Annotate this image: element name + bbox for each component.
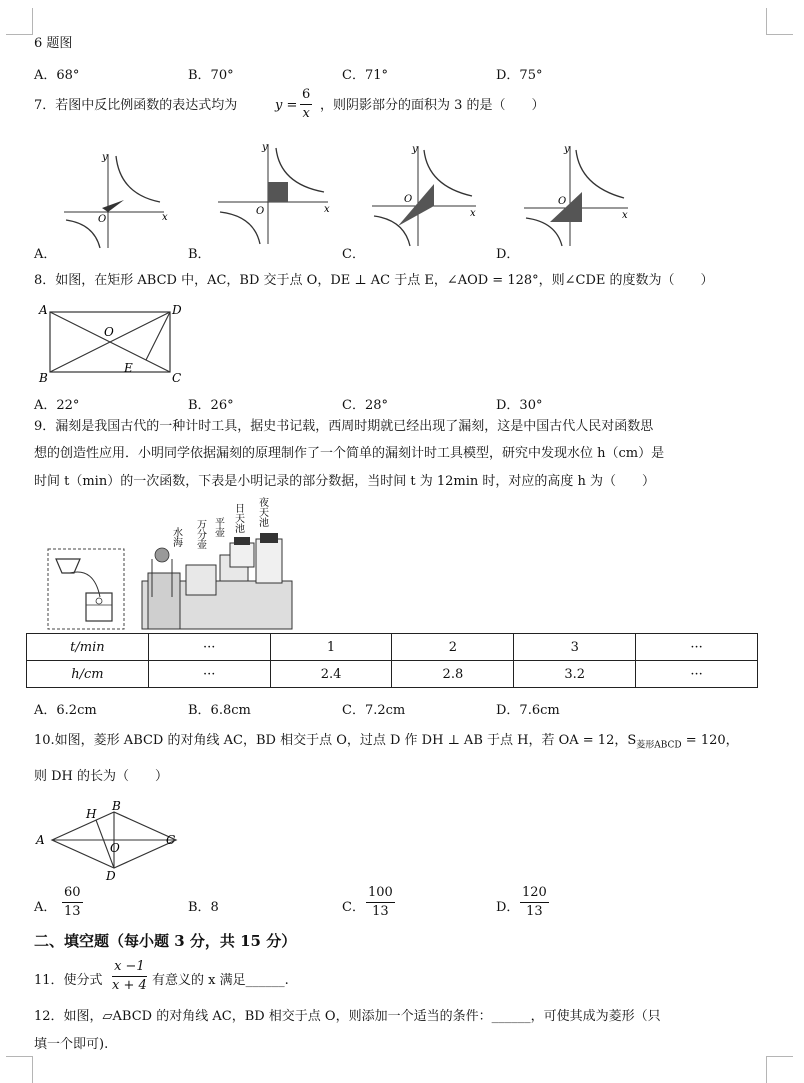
q8-option-c[interactable]: C．28° bbox=[342, 398, 388, 413]
q10-option-d-num: 120 bbox=[520, 886, 549, 903]
q10-option-a-num: 60 bbox=[62, 886, 83, 903]
q8-stem: 8．如图，在矩形 ABCD 中，AC，BD 交于点 O，DE ⊥ AC 于点 E，∠AOD = 128°，则∠CDE 的度数为（ ） bbox=[34, 273, 714, 288]
table-cell: ··· bbox=[148, 634, 270, 661]
q10-option-d-den: 13 bbox=[526, 904, 543, 920]
q9-line3: 时间 t（min）的一次函数，下表是小明记录的部分数据，当时间 t 为 12min 时，对应的高度 h 为（ ） bbox=[34, 474, 656, 489]
corner-mark-top-left bbox=[6, 8, 33, 35]
q7b-axis-y: y bbox=[262, 142, 268, 153]
q11-text-before: 11．使分式 bbox=[34, 973, 103, 988]
q9-line2: 想的创造性应用．小明同学依据漏刻的原理制作了一个简单的漏刻计时工具模型，研究中发现水位 h（cm）是 bbox=[34, 446, 665, 461]
q10-label-c: C bbox=[166, 833, 176, 847]
q9-option-d[interactable]: D．7.6cm bbox=[496, 703, 560, 718]
table-row bbox=[27, 661, 758, 688]
table-cell: 2.8 bbox=[392, 661, 514, 688]
q10-option-c-den: 13 bbox=[372, 904, 389, 920]
q11-text-after: 有意义的 x 满足______. bbox=[152, 973, 289, 988]
q8-option-b[interactable]: B．26° bbox=[188, 398, 234, 413]
q7a-axis-y: y bbox=[102, 152, 108, 163]
q7-text-after: ，则阴影部分的面积为 3 的是（ ） bbox=[320, 98, 545, 113]
q10-label-a: A bbox=[36, 833, 45, 847]
q8-rectangle-figure bbox=[36, 302, 186, 384]
q7c-origin: O bbox=[404, 194, 413, 205]
q9-water-clock-figure bbox=[34, 497, 296, 633]
q7b-origin: O bbox=[256, 206, 265, 217]
q10-label-d: D bbox=[106, 869, 116, 880]
q9-label-pinghu: 平壶 bbox=[212, 517, 224, 537]
q6-option-c[interactable]: C．71° bbox=[342, 68, 388, 83]
q10-line2: 则 DH 的长为（ ） bbox=[34, 769, 169, 784]
q6-options bbox=[34, 64, 774, 82]
table-cell: 1 bbox=[270, 634, 392, 661]
q12-line1: 12．如图，▱ABCD 的对角线 AC，BD 相交于点 O，则添加一个适当的条件：______，可使其成为菱形（只 bbox=[34, 1009, 661, 1024]
q10-option-a-den: 13 bbox=[64, 904, 81, 920]
q7b-axis-x: x bbox=[324, 204, 330, 215]
q12-line2: 填一个即可). bbox=[34, 1037, 109, 1052]
q8-label-d: D bbox=[172, 303, 182, 317]
corner-mark-top-right bbox=[766, 8, 793, 35]
q9-line1: 9．漏刻是我国古代的一种计时工具，据史书记载，西周时期就已经出现了漏刻，这是中国古代人民对函数思 bbox=[34, 419, 654, 434]
q8-label-b: B bbox=[39, 371, 48, 384]
section-2-heading: 二、填空题（每小题 3 分，共 15 分） bbox=[34, 932, 297, 950]
q10-option-d-fraction[interactable] bbox=[520, 886, 549, 920]
q7-graph-a bbox=[58, 150, 170, 250]
q10-option-c-fraction[interactable] bbox=[366, 886, 395, 920]
q10-option-c-num: 100 bbox=[366, 886, 395, 903]
q8-option-a[interactable]: A．22° bbox=[34, 398, 80, 413]
q11-fraction-numerator: x −1 bbox=[112, 960, 147, 977]
q11-fraction bbox=[112, 960, 147, 994]
table-cell: 3.2 bbox=[514, 661, 636, 688]
q10-stem bbox=[34, 734, 739, 751]
q7-fraction-denominator: x bbox=[302, 106, 310, 122]
q9-label-yetianchi: 夜天池 bbox=[256, 497, 268, 527]
q10-option-d-label[interactable]: D． bbox=[496, 900, 520, 915]
q8-label-e: E bbox=[124, 361, 133, 375]
table-cell: 2.4 bbox=[270, 661, 392, 688]
q10-label-b: B bbox=[112, 799, 121, 813]
q7-graph-b bbox=[214, 140, 334, 248]
q7-text-before: 7．若图中反比例函数的表达式均为 bbox=[34, 98, 238, 113]
q9-data-table bbox=[26, 633, 758, 688]
corner-mark-bottom-left bbox=[6, 1056, 33, 1083]
q10-label-h: H bbox=[86, 807, 97, 821]
q8-options bbox=[34, 394, 774, 412]
table-cell: ··· bbox=[636, 634, 758, 661]
q9-option-c[interactable]: C．7.2cm bbox=[342, 703, 406, 718]
q7-options bbox=[34, 243, 774, 261]
table-header-h: h/cm bbox=[27, 661, 149, 688]
q9-option-a[interactable]: A．6.2cm bbox=[34, 703, 97, 718]
q9-label-ritianchi: 日天池 bbox=[232, 503, 244, 533]
q8-label-a: A bbox=[39, 303, 48, 317]
corner-mark-bottom-right bbox=[766, 1056, 793, 1083]
table-cell: 2 bbox=[392, 634, 514, 661]
q7a-axis-x: x bbox=[162, 212, 168, 223]
q7-option-c[interactable]: C． bbox=[342, 247, 365, 262]
q10-option-b[interactable]: B．8 bbox=[188, 900, 219, 915]
q8-label-c: C bbox=[172, 371, 182, 384]
q7a-origin: O bbox=[98, 214, 107, 225]
q8-label-o: O bbox=[104, 325, 114, 339]
q7-fraction-numerator: 6 bbox=[300, 88, 312, 105]
q10-option-a-fraction[interactable] bbox=[62, 886, 83, 920]
table-header-t: t/min bbox=[27, 634, 149, 661]
q6-option-d[interactable]: D．75° bbox=[496, 68, 543, 83]
q10-text: 10.如图，菱形 ABCD 的对角线 AC，BD 相交于点 O，过点 D 作 DH ⊥ AB 于点 H，若 OA = 12，S bbox=[34, 733, 637, 748]
table-cell: 3 bbox=[514, 634, 636, 661]
q6-option-b[interactable]: B．70° bbox=[188, 68, 234, 83]
table-cell: ··· bbox=[636, 661, 758, 688]
q7d-origin: O bbox=[558, 196, 567, 207]
q6-option-a[interactable]: A．68° bbox=[34, 68, 80, 83]
q7-option-a[interactable]: A． bbox=[34, 247, 57, 262]
q7-option-b[interactable]: B． bbox=[188, 247, 211, 262]
q7-fraction bbox=[300, 88, 312, 122]
q11-fraction-denominator: x + 4 bbox=[112, 978, 147, 994]
q7-graph-c bbox=[368, 142, 480, 250]
q10-subscript: 菱形ABCD bbox=[636, 740, 682, 751]
q9-option-b[interactable]: B．6.8cm bbox=[188, 703, 251, 718]
q10-option-c-label[interactable]: C． bbox=[342, 900, 365, 915]
q8-option-d[interactable]: D．30° bbox=[496, 398, 543, 413]
q7-option-d[interactable]: D． bbox=[496, 247, 520, 262]
table-row bbox=[27, 634, 758, 661]
q10-text-end: = 120， bbox=[685, 733, 739, 748]
q6-figure-caption: 6 题图 bbox=[34, 36, 73, 51]
q10-label-o: O bbox=[110, 841, 120, 855]
q9-options bbox=[34, 699, 774, 717]
q9-label-shuihai: 水海 bbox=[170, 527, 182, 547]
q7c-axis-x: x bbox=[470, 208, 476, 219]
q10-rhombus-figure bbox=[34, 798, 184, 880]
q9-label-wanfenhu: 万分壶 bbox=[194, 519, 206, 549]
table-cell: ··· bbox=[148, 661, 270, 688]
q7d-axis-y: y bbox=[564, 144, 570, 155]
q7-y-equals: y = bbox=[275, 98, 298, 113]
q7c-axis-y: y bbox=[412, 144, 418, 155]
q7-graph-d bbox=[520, 142, 632, 250]
q10-option-a-label[interactable]: A． bbox=[34, 900, 57, 915]
q7d-axis-x: x bbox=[622, 210, 628, 221]
